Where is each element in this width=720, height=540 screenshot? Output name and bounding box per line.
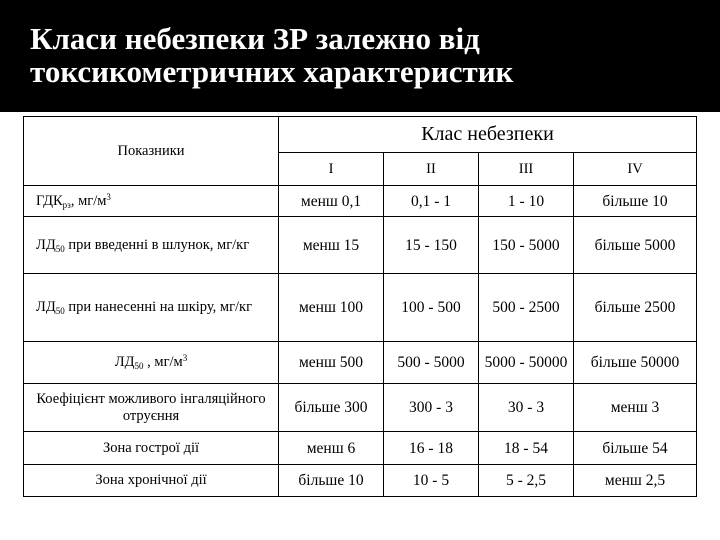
table-cell: більше 5000 [574, 217, 697, 274]
table-row [24, 432, 697, 465]
table-cell: більше 300 [279, 384, 384, 432]
slide-title: Класи небезпеки ЗР залежно від токсикометричних характеристик [30, 21, 514, 89]
table-cell: 10 - 5 [384, 465, 479, 497]
table-cell: більше 50000 [574, 342, 697, 384]
table-cell: більше 54 [574, 432, 697, 465]
table-cell: 15 - 150 [384, 217, 479, 274]
class-header-4: IV [574, 153, 697, 186]
table-cell: більше 10 [574, 186, 697, 217]
table-cell: 500 - 5000 [384, 342, 479, 384]
table-cell: менш 6 [279, 432, 384, 465]
table-cell: 500 - 2500 [479, 274, 574, 342]
row-label-ld50-dermal: $ЛД_{50}$ при нанесенні на шкіру, мг/кг [24, 274, 279, 342]
table-cell: 1 - 10 [479, 186, 574, 217]
table-row [24, 465, 697, 497]
indicators-header: Показники [24, 117, 279, 186]
table-cell: менш 500 [279, 342, 384, 384]
row-label-ld50-oral: $ЛД_{50}$ при введенні в шлунок, мг/кг [24, 217, 279, 274]
table-cell: більше 10 [279, 465, 384, 497]
table-row [24, 274, 697, 342]
hazard-class-header: Клас небезпеки [279, 117, 697, 153]
table-cell: 0,1 - 1 [384, 186, 479, 217]
table-cell: 300 - 3 [384, 384, 479, 432]
class-header-2: II [384, 153, 479, 186]
table-cell: 18 - 54 [479, 432, 574, 465]
row-label-inhalation-coefficient: Коефіцієнт можливого інгаляційного отруєння [24, 384, 279, 432]
table-cell: менш 2,5 [574, 465, 697, 497]
table-cell: 16 - 18 [384, 432, 479, 465]
class-header-3: III [479, 153, 574, 186]
table-cell: менш 100 [279, 274, 384, 342]
table-cell: 30 - 3 [479, 384, 574, 432]
table-row [24, 217, 697, 274]
table-cell: менш 15 [279, 217, 384, 274]
row-label-ld50-inhalation: $ЛД_{50}$ , $мг/м^3$ [24, 342, 279, 384]
row-label-acute-zone: Зона гострої дії [24, 432, 279, 465]
table-cell: більше 2500 [574, 274, 697, 342]
table-cell: 5 - 2,5 [479, 465, 574, 497]
row-label-mac: $ГДК_{рз}$, $мг/м^3$ [24, 186, 279, 217]
table-cell: 100 - 500 [384, 274, 479, 342]
class-header-1: I [279, 153, 384, 186]
table-cell: менш 3 [574, 384, 697, 432]
table-row [24, 186, 697, 217]
row-label-chronic-zone: Зона хронічної дії [24, 465, 279, 497]
table-cell: 150 - 5000 [479, 217, 574, 274]
table-cell: менш 0,1 [279, 186, 384, 217]
table-header-row [24, 117, 697, 153]
table-row [24, 384, 697, 432]
table-cell: 5000 - 50000 [479, 342, 574, 384]
hazard-class-table [23, 116, 697, 497]
table-row [24, 342, 697, 384]
